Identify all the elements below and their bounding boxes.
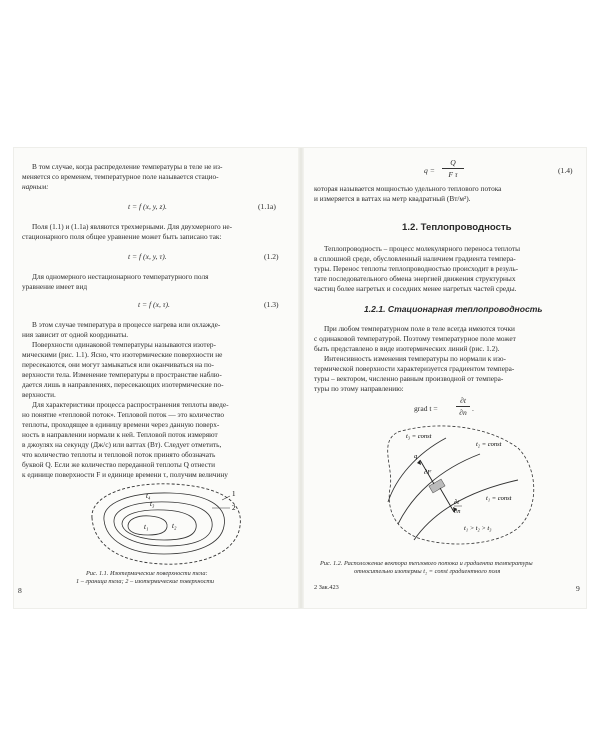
equation-1-2: t = f (x, y, τ). — [128, 252, 167, 261]
book-spread — [14, 148, 586, 608]
text-line: частиц более нагретых и соседних менее нагретых частей среды. — [314, 284, 517, 293]
text-line: В этом случае температура в процессе нагрева или охлажде- — [32, 320, 221, 329]
label-t1-const: t₁ = const — [486, 495, 512, 502]
equation-number: (1.1а) — [258, 202, 276, 211]
label-t1: t₁ — [144, 523, 149, 531]
fraction-bar — [456, 406, 470, 407]
figure-caption: 1 – граница тела; 2 – изотермические поверхности — [76, 578, 215, 585]
text-line: туры по этому направлению: — [314, 384, 404, 393]
text-line: ния зависит от одной координаты. — [22, 330, 129, 339]
figure-isothermal-surfaces — [72, 478, 248, 568]
grad-numerator: ∂t — [460, 396, 466, 405]
text-line: Поверхности одинаковой температуры называются изотер- — [32, 340, 216, 349]
equation-number: (1.2) — [264, 252, 279, 261]
label-t2: t₂ — [172, 522, 177, 530]
text-line: теплоты, проходящее в единицу времени через данную поверх- — [22, 420, 220, 429]
text-line: и измеряется в ваттах на метр квадратный (Вт/м²). — [314, 194, 471, 203]
label-dF: ∂F — [424, 469, 432, 476]
text-line: туры – вектором, численно равным производной от темпера- — [314, 374, 504, 383]
equation-1-3: t = f (x, τ). — [138, 300, 170, 309]
text-line: которая называется мощностью удельного теплового потока — [314, 184, 502, 193]
subsection-heading: 1.2.1. Стационарная теплопроводность — [364, 304, 543, 314]
label-t3-const: t₃ = const — [406, 433, 432, 440]
text-line: пересекаются, они могут замыкаться или оканчиваться на по- — [22, 360, 214, 369]
equation-1-4-numerator: Q — [450, 158, 456, 167]
left-page — [14, 148, 290, 608]
text-line: верхности тела. Изменение температуры в пространстве наблю- — [22, 370, 222, 379]
label-order: t₁ > t₂ > t₃ — [464, 525, 492, 532]
text-line: в сплошной среде, обусловленный наличием градиента темпера- — [314, 254, 516, 263]
figure-heat-flux-gradient — [368, 418, 546, 550]
text-line: в джоулях на секунду (Дж/с) или ваттах (Вт). Следует отметить, — [22, 440, 222, 449]
page-number: 9 — [576, 584, 580, 593]
isotherm-t3 — [388, 438, 446, 502]
text-line: Для характеристики процесса распространения теплоты введе- — [32, 400, 229, 409]
equation-1-1a: t = f (x, y, z). — [128, 202, 167, 211]
section-heading: 1.2. Теплопроводность — [402, 222, 512, 233]
label-dt: ∂t — [454, 499, 460, 506]
surface-element — [429, 479, 445, 493]
label-t4: t₄ — [146, 492, 151, 500]
text-line: Интенсивность изменения температуры по нормали к изо- — [324, 354, 506, 363]
isotherm-t2 — [122, 510, 196, 540]
label-t3: t₃ — [150, 500, 155, 508]
text-line: тате последовательного обмена энергией движения структурных — [314, 274, 516, 283]
text-line: с одинаковой температурой. Поэтому температурное поле может — [314, 334, 516, 343]
body-boundary — [388, 426, 534, 544]
signature-footer: 2 Зак.423 — [314, 584, 339, 591]
text-line: туры. Перенос теплоты теплопроводностью происходит в резуль- — [314, 264, 519, 273]
label-1: 1 — [232, 490, 236, 498]
equation-number: (1.4) — [558, 166, 573, 175]
page-number: 8 — [18, 586, 22, 595]
grad-denominator: ∂n — [459, 408, 467, 417]
text-line: дается лишь в направлениях, пересекающих изотермические по- — [22, 380, 224, 389]
text-line: термической поверхности характеризуется градиентом темпера- — [314, 364, 515, 373]
text-line: В том случае, когда распределение температуры в теле не из- — [32, 162, 223, 171]
text-line: Поля (1.1) и (1.1а) являются трехмерными. Для двухмерного не- — [32, 222, 233, 231]
text-line: Теплопроводность – процесс молекулярного переноса теплоты — [324, 244, 521, 253]
equation-number: (1.3) — [264, 300, 279, 309]
right-page — [310, 148, 586, 608]
text-line: стационарного поля общее уравнение может быть записано так: — [22, 232, 222, 241]
book-gutter — [298, 148, 304, 608]
label-q: q — [414, 453, 418, 460]
text-line: Для одномерного нестационарного температурного поля — [32, 272, 209, 281]
label-t2-const: t₂ = const — [476, 441, 502, 448]
text-line: к единице поверхности F и единице времени τ, получим величину — [22, 470, 228, 479]
text-line: верхности. — [22, 390, 56, 399]
text-line: При любом температурном поле в теле всегда имеются точки — [324, 324, 515, 333]
figure-caption: Рис. 1.1. Изотермические поверхности тела: — [86, 570, 208, 577]
figure-caption: Рис. 1.2. Расположение вектора теплового потока и градиента температуры — [320, 560, 533, 567]
text-line: буквой Q. Если же количество переданной теплоты Q отнести — [22, 460, 216, 469]
grad-dot: . — [472, 404, 474, 413]
text-line: что количество теплоты и тепловой поток принято обозначать — [22, 450, 216, 459]
text-line: мическими (рис. 1.1). Ясно, что изотермические поверхности не — [22, 350, 223, 359]
text-line: меняется со временем, температурное поле называется стацио- — [22, 172, 219, 181]
equation-1-4-denominator: F τ — [448, 170, 458, 179]
text-line: нарным: — [22, 182, 49, 191]
text-line: быть представлено в виде изотермических линий (рис. 1.2). — [314, 344, 500, 353]
label-2: 2 — [232, 504, 236, 512]
grad-lhs: grad t = — [414, 404, 438, 413]
fraction-bar — [442, 168, 464, 169]
label-dn: ∂n — [454, 508, 461, 515]
text-line: ность в направлении нормали к ней. Тепловой поток измеряют — [22, 430, 218, 439]
equation-1-4-lhs: q = — [424, 166, 435, 175]
text-line: но понятие «тепловой поток». Тепловой поток — это количество — [22, 410, 225, 419]
text-line: уравнение имеет вид — [22, 282, 88, 291]
figure-caption: относительно изотермы t₂ = const градиентного поля — [354, 568, 501, 575]
